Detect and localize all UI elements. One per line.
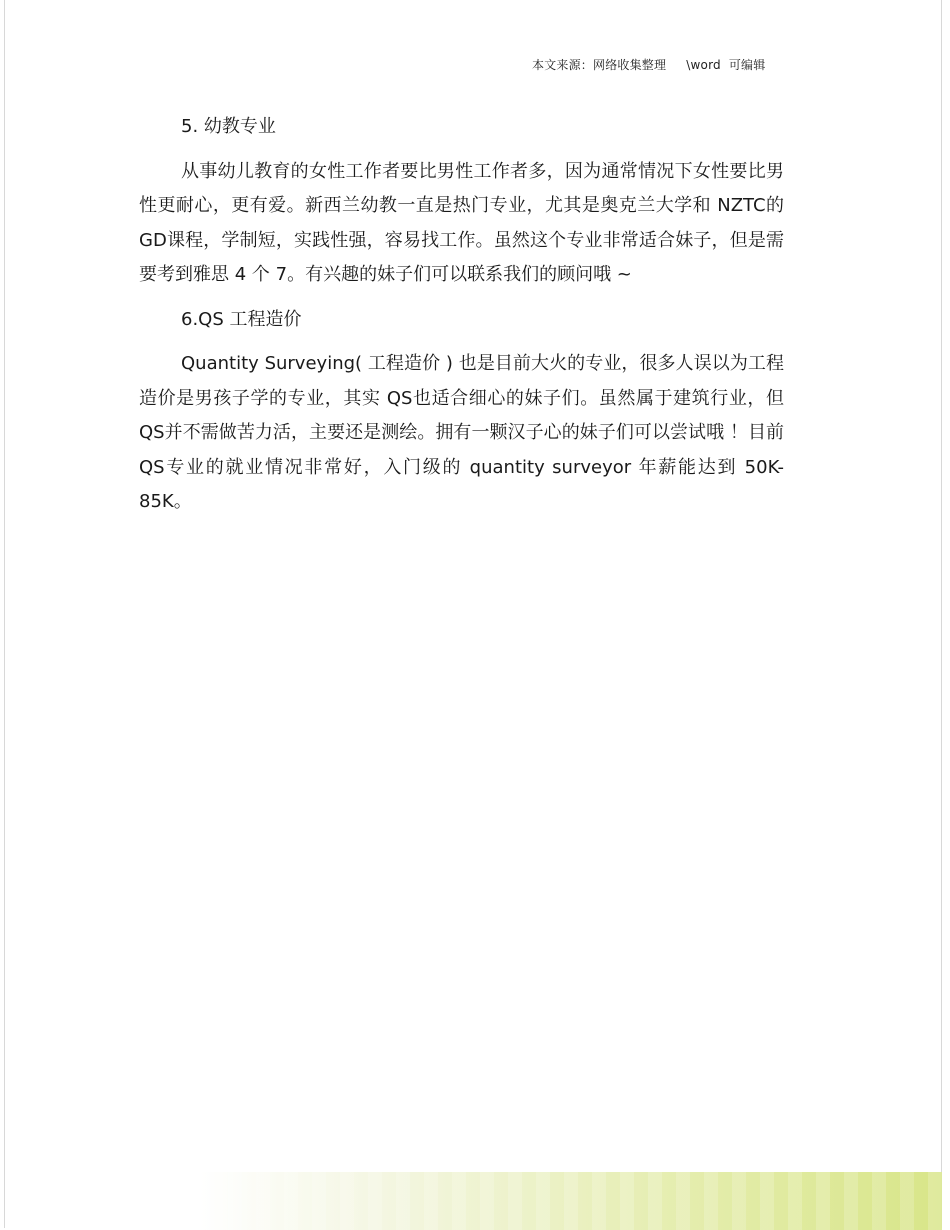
header-source-note: 本文来源：网络收集整理 \word 可编辑 xyxy=(532,58,766,72)
section-paragraph-early-education: 从事幼儿教育的女性工作者要比男性工作者多，因为通常情况下女性要比男性更耐心，更有爱。新西兰幼教一直是热门专业，尤其是奥克兰大学和 NZTC的 GD课程，学制短，实践性强，容易找工作。虽然这个专业非常适合妹子，但是需要考到雅思 4 个 7。有兴趣的妹子们可以联系我们的顾问哦 ~ xyxy=(139,160,784,285)
section-heading-early-education: 5. 幼教专业 xyxy=(181,116,276,137)
section-paragraph-quantity-surveying: Quantity Surveying( 工程造价 ) 也是目前大火的专业，很多人误以为工程造价是男孩子学的专业，其实 QS也适合细心的妹子们。虽然属于建筑行业，但 QS并不需做苦力活，主要还是测绘。拥有一颗汉子心的妹子们可以尝试哦 ！目前 QS专业的就业情况非常好，入门级的 quantity surveyor 年薪能达到 50K-85K。 xyxy=(139,353,784,512)
footer-decorative-band xyxy=(200,1172,942,1230)
footer-band-stripes xyxy=(200,1172,942,1230)
document-body xyxy=(139,110,784,530)
section-heading-quantity-surveying: 6.QS 工程造价 xyxy=(181,308,302,330)
